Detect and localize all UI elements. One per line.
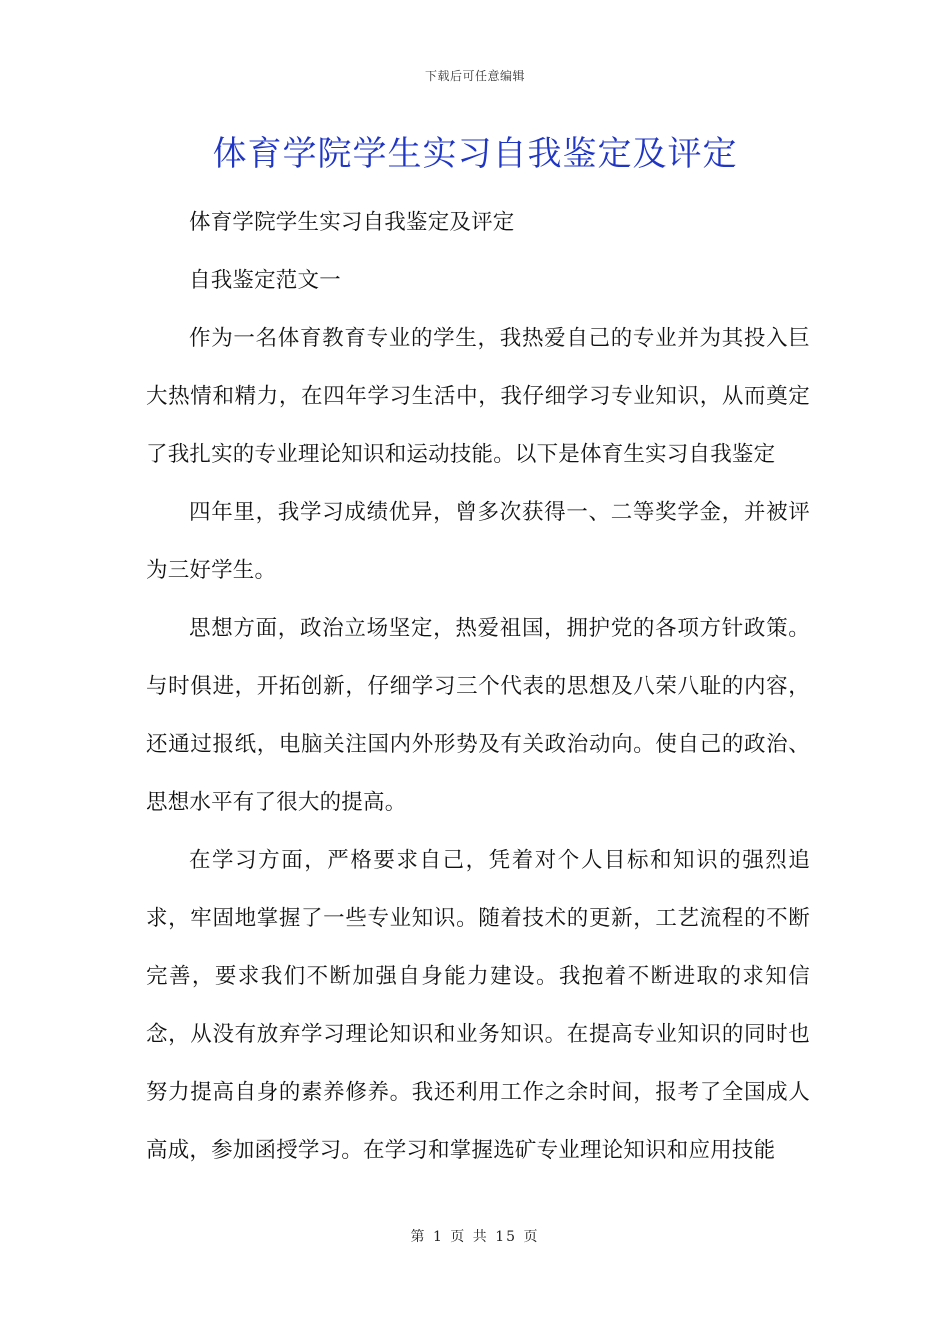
page-footer: 第 1 页 共 15 页 <box>410 1229 540 1245</box>
header-note: 下载后可任意编辑 <box>424 69 525 83</box>
document-body <box>146 194 810 1180</box>
body-paragraph-section-heading: 自我鉴定范文一 <box>189 268 341 293</box>
body-paragraph: 作为一名体育教育专业的学生，我热爱自己的专业并为其投入巨大热情和精力，在四年学习生活中，我仔细学习专业知识，从而奠定了我扎实的专业理论知识和运动技能。以下是体育生实习自我鉴定 <box>146 326 810 467</box>
body-paragraph: 四年里，我学习成绩优异，曾多次获得一、二等奖学金，并被评为三好学生。 <box>146 500 810 583</box>
body-paragraph: 在学习方面，严格要求自己，凭着对个人目标和知识的强烈追求，牢固地掌握了一些专业知识。随着技术的更新，工艺流程的不断完善，要求我们不断加强自身能力建设。我抱着不断进取的求知信念，从没有放弃学习理论知识和业务知识。在提高专业知识的同时也努力提高自身的素养修养。我还利用工作之余时间，报考了全国成人高成，参加函授学习。在学习和掌握选矿专业理论知识和应用技能 <box>146 848 810 1163</box>
document-title: 体育学院学生实习自我鉴定及评定 <box>212 134 738 174</box>
body-paragraph-subtitle: 体育学院学生实习自我鉴定及评定 <box>189 210 515 235</box>
body-paragraph: 思想方面，政治立场坚定，热爱祖国，拥护党的各项方针政策。与时俱进，开拓创新，仔细学习三个代表的思想及八荣八耻的内容，还通过报纸，电脑关注国内外形势及有关政治动向。使自己的政治、思想水平有了很大的提高。 <box>146 616 810 815</box>
